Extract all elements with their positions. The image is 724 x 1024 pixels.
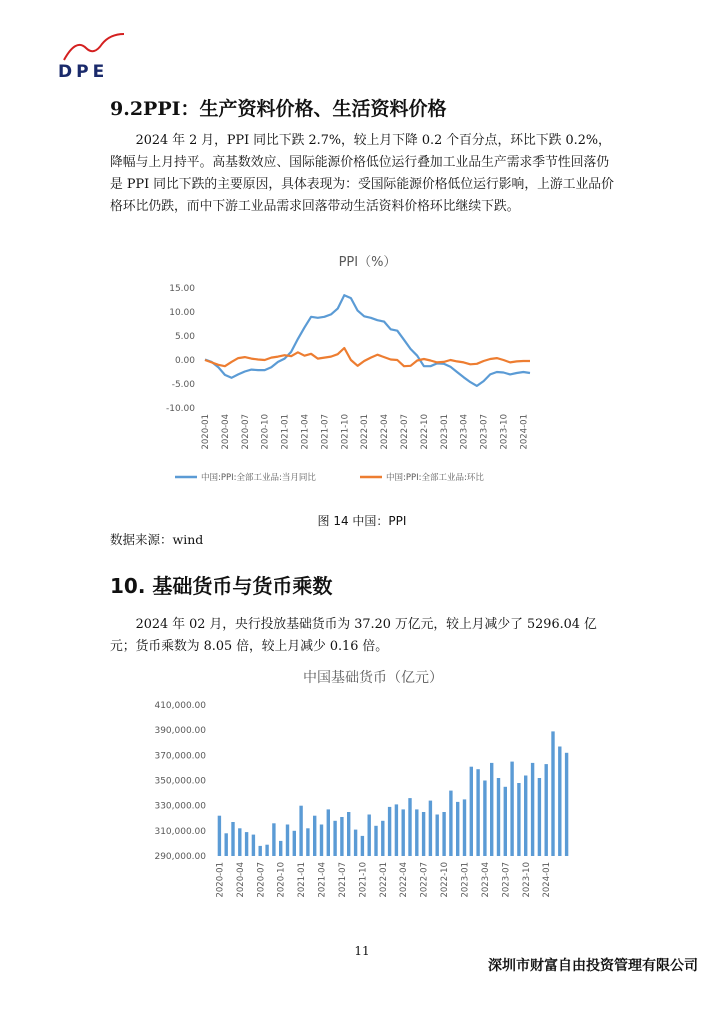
x-tick-label: 2020-07 (240, 414, 251, 450)
bar (225, 833, 228, 856)
y-tick-label: 10.00 (169, 308, 195, 318)
chart-title: PPI（%） (338, 255, 397, 270)
bar (497, 778, 500, 856)
bar (388, 807, 391, 856)
y-tick-label: 5.00 (174, 332, 195, 342)
legend-label-2: 中国:PPI:全部工业品:环比 (386, 473, 484, 483)
series-line-1 (205, 295, 530, 386)
bar (265, 845, 268, 856)
y-tick-label: 350,000.00 (154, 776, 206, 787)
x-tick-label: 2020-04 (220, 414, 231, 450)
x-tick-label: 2020-04 (235, 862, 246, 898)
legend-label-1: 中国:PPI:全部工业品:当月同比 (201, 473, 316, 483)
series-line-2 (205, 348, 530, 366)
bar (340, 817, 343, 856)
x-tick-label: 2021-04 (317, 862, 328, 898)
bar (476, 769, 479, 856)
bar (483, 781, 486, 857)
bar (368, 815, 371, 857)
bar (456, 802, 459, 856)
bar (279, 841, 282, 856)
y-tick-label: 310,000.00 (154, 826, 206, 837)
base-money-paragraph (110, 614, 620, 658)
base-money-paragraph-text: 2024 年 02 月，央行投放基础货币为 37.20 万亿元，较上月减少了 5296.04 亿元；货币乘数为 8.05 倍，较上月减少 0.16 倍。 (110, 617, 597, 654)
bar (259, 846, 262, 856)
x-tick-label: 2020-01 (201, 414, 211, 450)
company-logo (58, 30, 128, 82)
y-tick-label: 15.00 (169, 284, 195, 294)
bar (551, 731, 554, 856)
x-tick-label: 2020-07 (256, 862, 267, 898)
x-tick-label: 2020-10 (260, 414, 271, 450)
company-name: 深圳市财富自由投资管理有限公司 (488, 958, 698, 974)
y-tick-label: 370,000.00 (154, 751, 206, 762)
bar (415, 809, 418, 856)
bar (531, 763, 534, 856)
x-tick-label: 2022-01 (378, 862, 389, 898)
section-heading-base-money: 10. 基础货币与货币乘数 (110, 574, 333, 598)
data-source: 数据来源：wind (110, 532, 204, 547)
base-money-bar-chart (140, 660, 580, 910)
bar (436, 815, 439, 857)
x-tick-label: 2021-04 (300, 414, 311, 450)
bar (442, 812, 445, 856)
x-tick-label: 2022-10 (440, 862, 451, 898)
x-tick-label: 2023-01 (460, 862, 471, 898)
y-tick-label: 290,000.00 (154, 852, 206, 862)
y-tick-label: 0.00 (174, 356, 195, 366)
bar (558, 747, 561, 857)
x-tick-label: 2020-10 (276, 862, 287, 898)
x-tick-label: 2023-07 (479, 414, 490, 450)
x-tick-label: 2023-10 (499, 414, 510, 450)
bar (449, 791, 452, 856)
ppi-line-chart (150, 248, 550, 498)
bar (510, 762, 513, 856)
bar (408, 798, 411, 856)
bar (565, 753, 568, 856)
bar (463, 799, 466, 856)
bar (504, 787, 507, 856)
bar (286, 825, 289, 857)
x-tick-label: 2022-04 (380, 414, 391, 450)
page-number: 11 (354, 944, 370, 958)
bar (218, 816, 221, 856)
bar (354, 830, 357, 856)
bar (320, 825, 323, 857)
bar (524, 776, 527, 857)
x-tick-label: 2022-10 (419, 414, 430, 450)
x-tick-label: 2020-01 (215, 862, 226, 898)
x-tick-label: 2022-07 (399, 414, 410, 450)
figure-caption: 图 14 中国：PPI (317, 514, 407, 528)
x-tick-label: 2021-07 (320, 414, 331, 450)
x-tick-label: 2023-01 (439, 414, 450, 450)
chart-title: 中国基础货币（亿元） (303, 670, 443, 686)
section-heading-ppi: 9.2PPI：生产资料价格、生活资料价格 (110, 98, 447, 120)
x-tick-label: 2023-10 (521, 862, 532, 898)
ppi-paragraph-text: 2024 年 2 月，PPI 同比下跌 2.7%，较上月下降 0.2 个百分点，环比下跌 0.2%，降幅与上月持平。高基数效应、国际能源价格低位运行叠加工业品生产需求季节性回落仍是 PPI 同比下跌的主要原因，具体表现为：受国际能源价格低位运行影响，上游工业品价格环比仍跌，而中下游工业品需求回落带动生活资料价格环比继续下跌。 (110, 133, 614, 214)
bar (313, 816, 316, 856)
bar (333, 821, 336, 856)
bar (395, 804, 398, 856)
bar (231, 822, 234, 856)
y-tick-label: 390,000.00 (154, 726, 206, 737)
bar (517, 783, 520, 856)
x-tick-label: 2021-01 (297, 862, 308, 898)
bar (299, 806, 302, 856)
bar (306, 828, 309, 856)
bar (347, 812, 350, 856)
x-tick-label: 2023-04 (480, 862, 491, 898)
bar (374, 826, 377, 856)
bar (361, 836, 364, 856)
bar (422, 812, 425, 856)
bar (490, 763, 493, 856)
x-tick-label: 2021-10 (358, 862, 369, 898)
x-tick-label: 2023-07 (501, 862, 512, 898)
x-tick-label: 2022-07 (419, 862, 430, 898)
x-tick-label: 2022-01 (360, 414, 371, 450)
y-tick-label: 330,000.00 (154, 801, 206, 812)
x-tick-label: 2021-01 (280, 414, 291, 450)
bar (245, 832, 248, 856)
bar (272, 823, 275, 856)
bar (470, 767, 473, 856)
x-tick-label: 2021-10 (340, 414, 351, 450)
y-tick-label: 410,000.00 (154, 701, 206, 711)
bar (293, 831, 296, 856)
bar (402, 809, 405, 856)
logo-text: DPE (58, 62, 109, 82)
x-tick-label: 2023-04 (459, 414, 470, 450)
x-tick-label: 2024-01 (519, 414, 530, 450)
bar (238, 828, 241, 856)
x-tick-label: 2024-01 (542, 862, 553, 898)
y-tick-label: -5.00 (171, 380, 195, 390)
ppi-paragraph (110, 130, 620, 218)
bar (252, 835, 255, 856)
bar (327, 809, 330, 856)
bar (381, 821, 384, 856)
x-tick-label: 2022-04 (399, 862, 410, 898)
bar (429, 801, 432, 856)
bar (538, 778, 541, 856)
x-tick-label: 2021-07 (337, 862, 348, 898)
logo-graph-icon (58, 30, 128, 64)
bar (545, 764, 548, 856)
y-tick-label: -10.00 (165, 404, 195, 414)
